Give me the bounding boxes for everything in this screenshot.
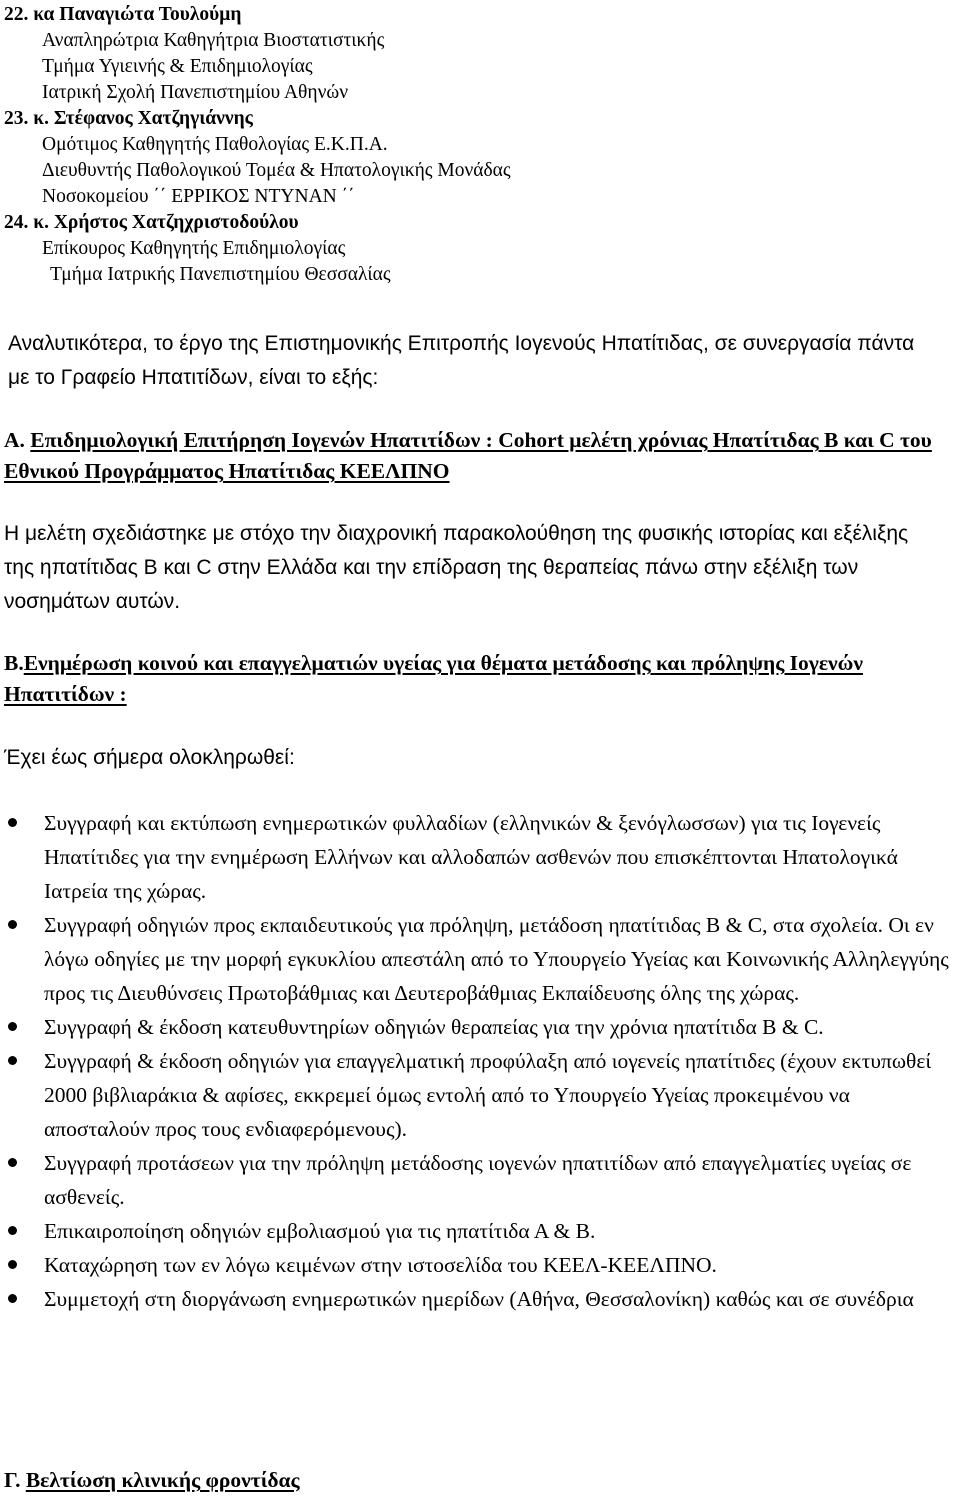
list-item [0,908,960,1010]
list-item-text: Συγγραφή & έκδοση κατευθυντηρίων οδηγιών θεραπείας για την χρόνια ηπατίτιδα Β & C. [44,1015,824,1039]
section-g-heading [4,1465,300,1496]
section-a-heading [4,425,954,487]
section-a-title: Επιδημιολογική Επιτήρηση Ιογενών Ηπατιτίδων : Cohort μελέτη χρόνιας Ηπατίτιδας Β και C του Εθνικού Προγράμματος Ηπατίτιδας ΚΕΕΛΠΝΟ [4,428,932,483]
bullet-icon [8,818,17,827]
member-institution: Ιατρική Σχολή Πανεπιστημίου Αθηνών [42,82,349,103]
bullet-icon [8,1022,17,1031]
member-title: Επίκουρος Καθηγητής Επιδημιολογίας [42,238,346,259]
list-item [0,806,960,908]
bullet-icon [8,920,17,929]
accomplishments-list [0,806,960,1316]
member-name: 24. κ. Χρήστος Χατζηχριστοδούλου [4,212,299,233]
list-item [0,1044,960,1146]
list-item [0,1248,960,1282]
bullet-icon [8,1158,17,1167]
section-b-label: Β. [4,651,24,675]
member-name: 23. κ. Στέφανος Χατζηγιάννης [4,108,253,129]
member-department: Διευθυντής Παθολογικού Τομέα & Ηπατολογικής Μονάδας [42,160,511,181]
list-item [0,1146,960,1214]
list-item-text: Συγγραφή οδηγιών προς εκπαιδευτικούς για πρόληψη, μετάδοση ηπατίτιδας Β & C, στα σχολεία. Οι εν λόγω οδηγίες με την μορφή εγκυκλίου απεστάλη από το Υπουργείο Υγείας και Κοινωνικής Αλληλεγγύης προς τις Διευθύνσεις Πρωτοβάθμιας και Δευτεροβάθμιας Εκπαίδευσης όλης της χώρας. [44,913,949,1005]
bullet-icon [8,1294,17,1303]
bullet-icon [8,1260,17,1269]
member-title: Αναπληρώτρια Καθηγήτρια Βιοστατιστικής [42,30,385,51]
bullet-icon [8,1056,17,1065]
member-entry [4,210,391,288]
member-title: Ομότιμος Καθηγητής Παθολογίας Ε.Κ.Π.Α. [42,134,388,155]
section-a-body: Η μελέτη σχεδιάστηκε με στόχο την διαχρονική παρακολούθηση της φυσικής ιστορίας και εξέλιξης της ηπατίτιδας Β και C στην Ελλάδα και την επίδραση της θεραπείας πάνω στην εξέλιξη των νοσημάτων αυτών. [4,522,909,613]
list-item-text: Επικαιροποίηση οδηγιών εμβολιασμού για τις ηπατίτιδα Α & Β. [44,1219,596,1243]
intro-paragraph: Αναλυτικότερα, το έργο της Επιστημονικής Επιτροπής Ιογενούς Ηπατίτιδας, σε συνεργασία πάντα με το Γραφείο Ηπατιτίδων, είναι το εξής: [8,332,915,389]
list-item [0,1282,960,1316]
list-item-text: Καταχώρηση των εν λόγω κειμένων στην ιστοσελίδα του ΚΕΕΛ-ΚΕΕΛΠΝΟ. [44,1253,717,1277]
list-item-text: Συγγραφή προτάσεων για την πρόληψη μετάδοσης ιογενών ηπατιτίδων από επαγγελματίες υγείας σε ασθενείς. [44,1151,912,1209]
member-name: 22. κα Παναγιώτα Τουλούμη [4,4,242,25]
section-a-label: Α. [4,428,25,452]
section-g-label: Γ. [4,1468,21,1492]
list-item [0,1214,960,1248]
list-item-text: Συγγραφή και εκτύπωση ενημερωτικών φυλλαδίων (ελληνικών & ξενόγλωσσων) για τις Ιογενείς Ηπατίτιδες για την ενημέρωση Ελλήνων και αλλοδαπών ασθενών που επισκέπτονται Ηπατολογικά Ιατρεία της χώρας. [44,811,898,903]
member-institution: Νοσοκομείου ΄΄ ΕΡΡΙΚΟΣ ΝΤΥΝΑΝ ΄΄ [42,186,355,207]
list-item [0,1010,960,1044]
member-department: Τμήμα Υγιεινής & Επιδημιολογίας [42,56,313,77]
list-item-text: Συμμετοχή στη διοργάνωση ενημερωτικών ημερίδων (Αθήνα, Θεσσαλονίκη) καθώς και σε συνέδρια [44,1287,914,1311]
section-g-title: Βελτίωση κλινικής φροντίδας [25,1468,300,1492]
section-b-title: Ενημέρωση κοινού και επαγγελματιών υγείας για θέματα μετάδοσης και πρόληψης Ιογενών Ηπατιτίδων : [4,651,863,706]
bullet-icon [8,1226,17,1235]
section-b-intro: Έχει έως σήμερα ολοκληρωθεί: [4,746,295,769]
member-entry [4,106,511,210]
member-department: Τμήμα Ιατρικής Πανεπιστημίου Θεσσαλίας [50,264,391,285]
member-entry [4,2,384,106]
list-item-text: Συγγραφή & έκδοση οδηγιών για επαγγελματική προφύλαξη από ιογενείς ηπατίτιδες (έχουν εκτυπωθεί 2000 βιβλιαράκια & αφίσες, εκκρεμεί όμως εντολή από το Υπουργείο Υγείας προκειμένου να αποσταλούν προς τους ενδιαφερόμενους). [44,1049,932,1141]
section-b-heading [4,648,954,710]
